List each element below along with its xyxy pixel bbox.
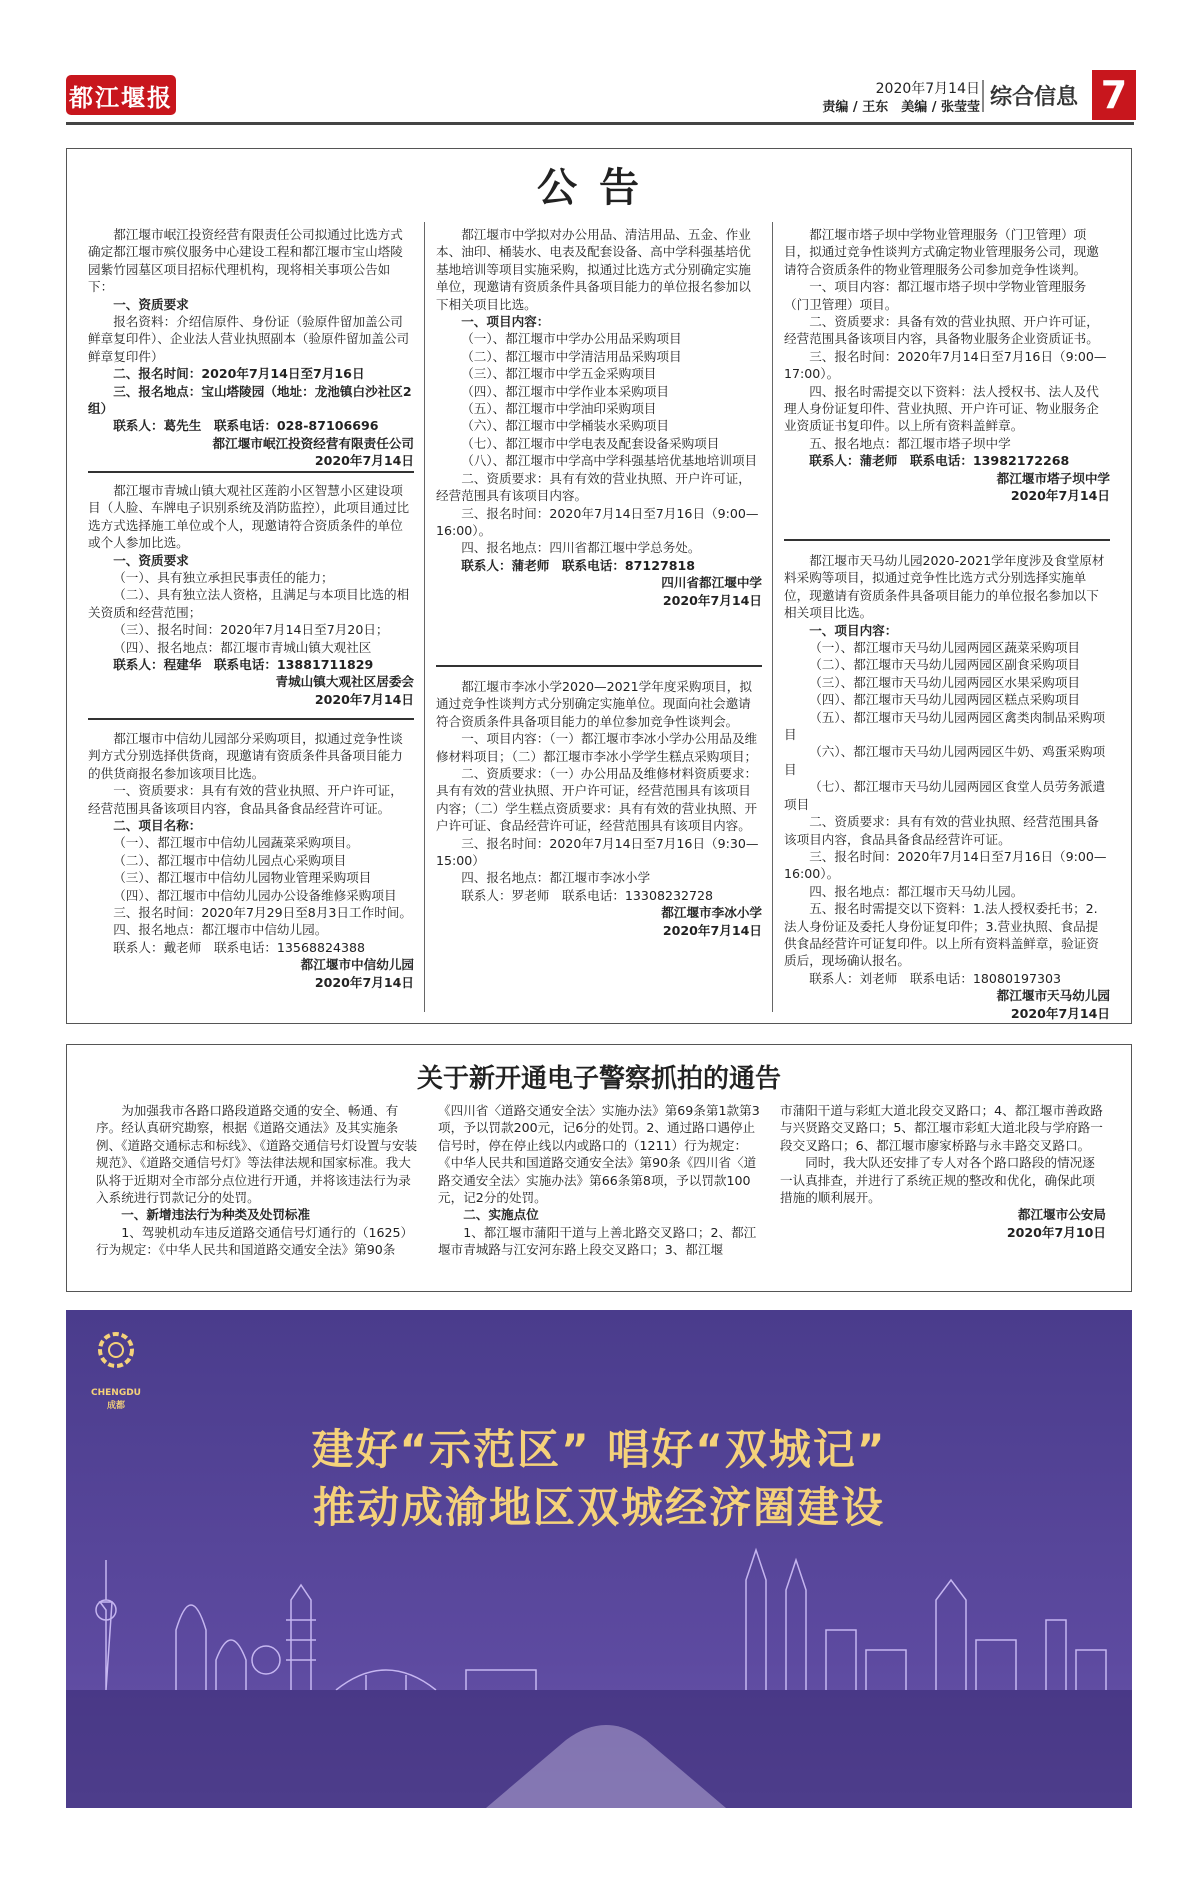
signature: 青城山镇大观社区居委会 [275, 674, 414, 690]
paragraph: 四、报名地点：都江堰市李冰小学 [461, 870, 651, 886]
notice-dagua [88, 482, 414, 708]
signature-date: 2020年7月14日 [662, 922, 762, 938]
column-divider [772, 222, 773, 1012]
announcement-title: 公告 [537, 164, 661, 211]
contact: 联系人：程建华 联系电话：13881711829 [113, 657, 374, 673]
paragraph: （二）、都江堰市中信幼儿园点心采购项目 [113, 852, 347, 868]
page-number: 7 [1092, 70, 1136, 120]
traffic-notice-col3 [780, 1102, 1106, 1241]
item-divider [436, 665, 762, 667]
city-skyline-illustration [66, 1540, 1132, 1808]
issue-date: 2020年7月14日 [875, 81, 980, 97]
paragraph: 都江堰市李冰小学2020—2021学年度采购项目，拟通过竞争性谈判方式分别确定实施单位。现面向社会邀请符合资质条件具备项目能力的单位参加竞争性谈判会。 [436, 679, 752, 729]
paragraph: （二）、都江堰市天马幼儿园两园区副食采购项目 [809, 657, 1080, 673]
paragraph: （二）、具有独立法人资格，且满足与本项目比选的相关资质和经营范围； [88, 587, 410, 620]
paragraph: 五、报名地点：都江堰市塔子坝中学 [809, 435, 1011, 451]
item-divider [88, 718, 414, 720]
paragraph: （一）、都江堰市中信幼儿园蔬菜采购项目。 [113, 835, 359, 851]
paragraph: 一、资质要求：具有有效的营业执照、开户许可证，经营范围具备该项目内容，食品具备食品经营许可证。 [88, 783, 403, 816]
signature: 都江堰市公安局 [1017, 1207, 1106, 1223]
paragraph: 都江堰市青城山镇大观社区莲韵小区智慧小区建设项目（人脸、车牌电子识别系统及消防监控），此项目通过比选方式选择施工单位或个人，现邀请符合资质条件的单位或个人参加比选。 [88, 483, 410, 551]
editors-line: 责编 / 王东 美编 / 张莹莹 [822, 100, 980, 115]
heading: 一、项目内容： [461, 314, 550, 330]
paragraph: （七）、都江堰市中学电表及配套设备采购项目 [461, 435, 720, 451]
section-title: 综合信息 [990, 84, 1079, 110]
notice-dujiangyan-middle [436, 226, 762, 609]
paragraph: （六）、都江堰市中学桶装水采购项目 [461, 418, 669, 434]
paragraph: 三、报名时间：2020年7月29日至8月3日工作时间。 [113, 905, 412, 921]
column-divider [424, 222, 425, 1012]
promo-banner [66, 1310, 1132, 1808]
paragraph: 市蒲阳干道与彩虹大道北段交叉路口；4、都江堰市善政路与兴贤路交叉路口；5、都江堰市彩虹大道北段与学府路一段交叉路口；6、都江堰市廖家桥路与永丰路交叉路口。 [780, 1103, 1103, 1153]
paragraph: 为加强我市各路口路段道路交通的安全、畅通、有序。经认真研究勘察，根据《道路交通法》及其实施条例、《道路交通标志和标线》、《道路交通信号灯设置与安装规范》、《道路交通信号灯》等法律法规和国家标准。我大队将于近期对全市部分点位进行开通，并将该违法行为录入系统进行罚款记分的处罚。 [96, 1103, 418, 1206]
paragraph: （四）、都江堰市天马幼儿园两园区糕点采购项目 [809, 692, 1080, 708]
tv-tower-icon [100, 1560, 112, 1690]
paragraph: （五）、都江堰市天马幼儿园两园区禽类肉制品采购项目 [784, 709, 1106, 743]
signature-date: 2020年7月14日 [662, 592, 762, 608]
paragraph: （一）、都江堰市天马幼儿园两园区蔬菜采购项目 [809, 640, 1080, 656]
paragraph: 都江堰市塔子坝中学物业管理服务（门卫管理）项目，拟通过竞争性谈判方式确定物业管理服务公司，现邀请符合资质条件的物业管理服务公司参加竞争性谈判。 [784, 227, 1099, 277]
signature: 都江堰市中信幼儿园 [300, 957, 414, 973]
traffic-notice-col2 [438, 1102, 760, 1259]
paragraph: （七）、都江堰市天马幼儿园两园区食堂人员劳务派遣项目 [784, 779, 1106, 812]
paragraph: 都江堰市岷江投资经营有限责任公司拟通过比选方式确定都江堰市殡仪服务中心建设工程和都江堰市宝山塔陵园紫竹园墓区项目招标代理机构，现将相关事项公告如下： [88, 227, 403, 295]
paragraph: （三）、都江堰市天马幼儿园两园区水果采购项目 [809, 674, 1080, 690]
notice-libing-primary [436, 678, 762, 939]
paragraph: 二、资质要求：具备有效的营业执照、开户许可证，经营范围具备该项目内容，具备物业服务企业资质证书。 [784, 314, 1099, 347]
paragraph: 二、报名时间：2020年7月14日至7月16日 [113, 366, 365, 382]
contact: 联系人：罗老师 联系电话：13308232728 [461, 887, 714, 903]
paragraph: 四、报名地点：都江堰市天马幼儿园。 [809, 883, 1024, 899]
contact: 联系人：戴老师 联系电话：13568824388 [113, 939, 366, 955]
signature-date: 2020年7月14日 [1010, 488, 1110, 504]
signature: 都江堰市天马幼儿园 [996, 988, 1110, 1004]
paragraph: （三）、都江堰市中信幼儿园物业管理采购项目 [113, 870, 372, 886]
paragraph: 一、项目内容：（一）都江堰市李冰小学办公用品及维修材料项目；（二）都江堰市李冰小学学生糕点采购项目； [436, 731, 758, 764]
notice-minjiang [88, 226, 414, 470]
paragraph: 报名资料：介绍信原件、身份证（验原件留加盖公司鲜章复印件）、企业法人营业执照副本（验原件留加盖公司鲜章复印件） [88, 314, 410, 364]
signature: 四川省都江堰中学 [661, 575, 762, 591]
heading: 一、资质要求 [113, 552, 189, 568]
paragraph: （四）、都江堰市中学作业本采购项目 [461, 383, 669, 399]
paragraph: 都江堰市天马幼儿园2020-2021学年度涉及食堂原材料采购等项目，拟通过竞争性比选方式分别选择实施单位，现邀请有资质条件具备项目能力的单位报名参加以下相关项目比选。 [784, 553, 1105, 621]
paragraph: （六）、都江堰市天马幼儿园两园区牛奶、鸡蛋采购项目 [784, 744, 1106, 777]
chengdu-logo-text: CHENGDU 成都 [91, 1388, 141, 1411]
contact: 联系人：蒲老师 联系电话：13982172268 [809, 453, 1070, 469]
paragraph: 四、报名时需提交以下资料：法人授权书、法人及代理人身份证复印件、营业执照、开户许可证、物业服务企业资质证书复印件。以上所有资料盖鲜章。 [784, 383, 1099, 434]
paragraph: 三、报名地点：宝山塔陵园（地址：龙池镇白沙社区2组） [88, 383, 412, 417]
paragraph: （三）、报名时间：2020年7月14日至7月20日； [113, 622, 389, 638]
notice-tazibazhong [784, 226, 1110, 505]
header-divider [982, 80, 984, 112]
banner-slogan-line1: 建好“示范区” 唱好“双城记” [311, 1425, 887, 1474]
paragraph: 五、报名时需提交以下资料：1.法人授权委托书；2.法人身份证及委托人身份证复印件；3.营业执照、食品提供食品经营许可证复印件。以上所有资料盖鲜章，验证资质后，现场确认报名。 [784, 901, 1099, 969]
paragraph: 四、报名地点：都江堰市中信幼儿园。 [113, 922, 328, 938]
traffic-notice-title: 关于新开通电子警察抓拍的通告 [416, 1064, 781, 1094]
paragraph: 三、报名时间：2020年7月14日至7月16日（9:00—17:00）。 [784, 348, 1107, 382]
newspaper-logo: 都江堰报 [66, 75, 176, 115]
contact: 联系人：葛先生 联系电话：028-87106696 [113, 418, 379, 434]
signature-date: 2020年7月14日 [1010, 1005, 1110, 1021]
signature-date: 2020年7月14日 [314, 691, 414, 707]
signature: 都江堰市李冰小学 [661, 905, 762, 921]
paragraph: 四、报名地点：四川省都江堰中学总务处。 [461, 540, 701, 556]
paragraph: 《四川省〈道路交通安全法〉实施办法》第69条第1款第3项，予以罚款200元，记6分的处罚。2、通过路口遇停止信号时，停在停止线以内或路口的（1211）行为规定：《中华人民共和国道路交通安全法》第90条《四川省〈道路交通安全法〉实施办法》第66条第8项，予以罚款100元，记2分的处罚。 [438, 1103, 760, 1206]
paragraph: 都江堰市中信幼儿园部分采购项目，拟通过竞争性谈判方式分别选择供货商，现邀请有资质条件具备项目能力的供货商报名参加该项目比选。 [88, 731, 403, 781]
signature: 都江堰市岷江投资经营有限责任公司 [212, 435, 414, 451]
paragraph: 都江堰市中学拟对办公用品、清洁用品、五金、作业本、油印、桶装水、电表及配套设备、高中学科强基培优基地培训等项目实施采购，拟通过比选方式分别确定实施单位，现邀请有资质条件具备项目能力的单位报名参加以下相关项目比选。 [436, 227, 751, 312]
paragraph: （五）、都江堰市中学油印采购项目 [461, 401, 657, 417]
header-rule [66, 122, 1134, 125]
paragraph: 1、都江堰市蒲阳干道与上善北路交叉路口；2、都江堰市青城路与江安河东路上段交叉路口；3、都江堰 [438, 1224, 757, 1258]
paragraph: 三、报名时间：2020年7月14日至7月16日（9:30—15:00） [436, 835, 759, 869]
paragraph: （一）、具有独立承担民事责任的能力； [113, 570, 334, 586]
item-divider [784, 539, 1110, 541]
paragraph: 二、资质要求：具有有效的营业执照、开户许可证，经营范围具有该项目内容。 [436, 470, 751, 504]
contact: 联系人：刘老师 联系电话：18080197303 [809, 970, 1062, 986]
heading: 一、资质要求 [113, 296, 189, 312]
paragraph: （三）、都江堰市中学五金采购项目 [461, 366, 657, 382]
paragraph: （二）、都江堰市中学清洁用品采购项目 [461, 348, 682, 364]
notice-zhongxin [88, 730, 414, 991]
paragraph: （一）、都江堰市中学办公用品采购项目 [461, 331, 682, 347]
paragraph: 1、驾驶机动车违反道路交通信号灯通行的（1625）行为规定：《中华人民共和国道路交通安全法》第90条 [96, 1224, 414, 1258]
signature-date: 2020年7月10日 [1006, 1224, 1106, 1240]
notice-tianma-kindergarten [784, 552, 1110, 1022]
paragraph: 二、资质要求：具有有效的营业执照、经营范围具备该项目内容，食品具备食品经营许可证。 [784, 814, 1099, 847]
paragraph: 三、报名时间：2020年7月14日至7月16日（9:00—16:00）。 [784, 848, 1107, 882]
heading: 一、项目内容： [809, 622, 898, 638]
item-divider [88, 471, 414, 473]
heading: 二、实施点位 [463, 1207, 539, 1223]
banner-slogan-line2: 推动成渝地区双城经济圈建设 [312, 1483, 885, 1532]
paragraph: 三、报名时间：2020年7月14日至7月16日（9:00—16:00）。 [436, 505, 759, 538]
chengdu-logo-icon [96, 1330, 136, 1386]
paragraph: 一、项目内容：都江堰市塔子坝中学物业管理服务（门卫管理）项目。 [784, 279, 1087, 312]
paragraph: （八）、都江堰市中学高中学科强基培优基地培训项目 [461, 453, 758, 469]
traffic-notice-col1 [96, 1102, 418, 1259]
paragraph: 同时，我大队还安排了专人对各个路口路段的情况逐一认真排查，并进行了系统正规的整改和优化，确保此项措施的顺利展开。 [780, 1155, 1095, 1206]
paragraph: 二、资质要求：（一）办公用品及维修材料资质要求：具有有效的营业执照、开户许可证，经营范围具有该项目内容；（二）学生糕点资质要求：具有有效的营业执照、开户许可证、食品经营许可证，经营范围具有该项目内容。 [436, 766, 758, 834]
heading: 二、项目名称： [113, 818, 202, 834]
heading: 一、新增违法行为种类及处罚标准 [121, 1207, 311, 1223]
signature-date: 2020年7月14日 [314, 974, 414, 990]
paragraph: （四）、都江堰市中信幼儿园办公设备维修采购项目 [113, 887, 397, 903]
paragraph: （四）、报名地点：都江堰市青城山镇大观社区 [113, 639, 372, 655]
contact: 联系人：蒲老师 联系电话：87127818 [461, 557, 696, 573]
signature-date: 2020年7月14日 [314, 453, 414, 469]
signature: 都江堰市塔子坝中学 [996, 470, 1110, 486]
